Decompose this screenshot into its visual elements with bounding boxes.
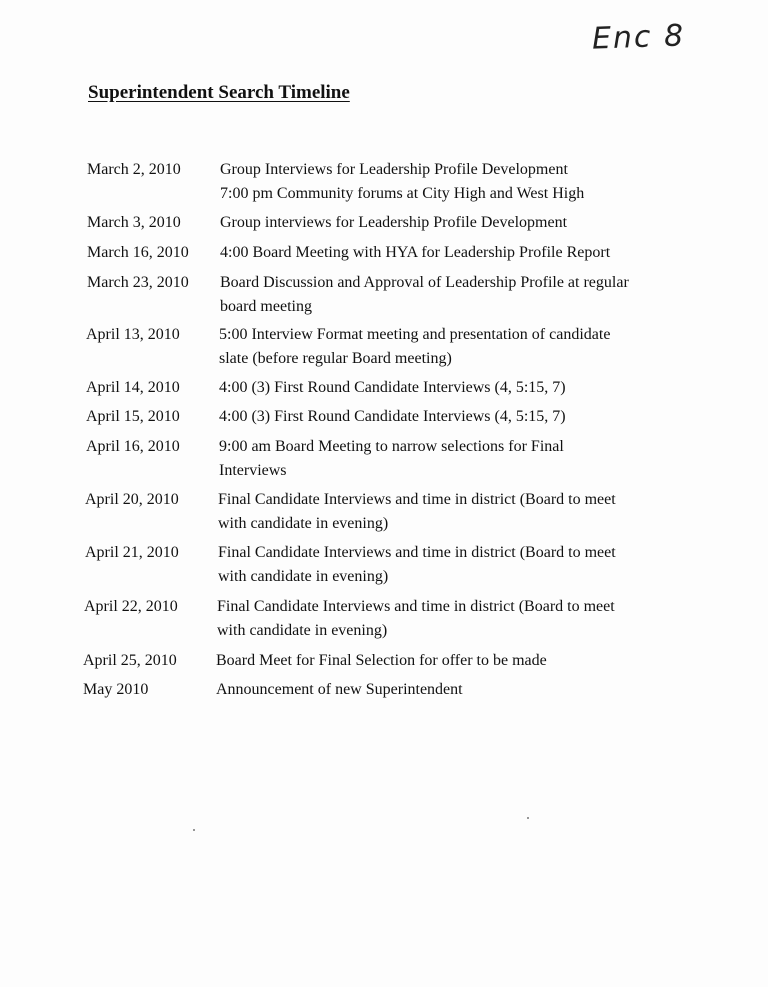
entry-line: 4:00 Board Meeting with HYA for Leadership Profile Report	[220, 244, 611, 261]
timeline-entry-april-16	[86, 435, 679, 483]
entry-description	[219, 405, 679, 429]
timeline-entry-march-2	[87, 158, 680, 206]
entry-description	[220, 211, 680, 235]
entry-line: Group Interviews for Leadership Profile Development	[220, 161, 568, 178]
entry-date: April 22, 2010	[84, 598, 178, 615]
entry-date: March 3, 2010	[87, 214, 181, 231]
entry-date: April 14, 2010	[86, 379, 180, 396]
timeline-entry-april-14	[86, 376, 679, 400]
entry-line: 9:00 am Board Meeting to narrow selections for Final	[219, 438, 564, 455]
entry-description	[220, 271, 680, 319]
timeline-entry-may	[83, 678, 676, 702]
timeline-entry-march-23	[87, 271, 680, 319]
timeline-entry-march-3	[87, 211, 680, 235]
entry-description	[217, 595, 677, 643]
entry-date: April 25, 2010	[83, 652, 177, 669]
entry-date: May 2010	[83, 681, 149, 698]
entry-date: April 21, 2010	[85, 544, 179, 561]
entry-date: April 16, 2010	[86, 438, 180, 455]
timeline-entry-april-21	[85, 541, 678, 589]
entry-date: April 15, 2010	[86, 408, 180, 425]
entry-description	[219, 435, 679, 483]
entry-line: with candidate in evening)	[218, 568, 389, 585]
entry-line: 4:00 (3) First Round Candidate Interviews (4, 5:15, 7)	[219, 408, 566, 425]
entry-description	[216, 678, 676, 702]
entry-description	[220, 241, 680, 265]
timeline-entry-april-13	[86, 323, 679, 371]
entry-description	[219, 376, 679, 400]
entry-line: 7:00 pm Community forums at City High and West High	[220, 185, 585, 202]
entry-line: Interviews	[219, 462, 287, 479]
scan-speck	[193, 829, 195, 831]
entry-description	[216, 649, 676, 673]
timeline-entry-march-16	[87, 241, 680, 265]
timeline-entry-april-22	[84, 595, 677, 643]
entry-date: April 13, 2010	[86, 326, 180, 343]
entry-line: Announcement of new Superintendent	[216, 681, 463, 698]
entry-date: April 20, 2010	[85, 491, 179, 508]
entry-line: 4:00 (3) First Round Candidate Interviews (4, 5:15, 7)	[219, 379, 566, 396]
entry-line: Board Meet for Final Selection for offer to be made	[216, 652, 547, 669]
entry-description	[219, 323, 679, 371]
entry-line: Board Discussion and Approval of Leadership Profile at regular	[220, 274, 629, 291]
entry-date: March 23, 2010	[87, 274, 189, 291]
entry-description	[220, 158, 680, 206]
entry-line: Group interviews for Leadership Profile Development	[220, 214, 568, 231]
page-title: Superintendent Search Timeline	[88, 82, 350, 103]
entry-date: March 16, 2010	[87, 244, 189, 261]
entry-line: with candidate in evening)	[217, 622, 388, 639]
entry-line: Final Candidate Interviews and time in district (Board to meet	[218, 491, 616, 508]
entry-description	[218, 488, 678, 536]
entry-description	[218, 541, 678, 589]
entry-line: slate (before regular Board meeting)	[219, 350, 452, 367]
entry-line: board meeting	[220, 298, 312, 315]
timeline-entry-april-20	[85, 488, 678, 536]
scan-speck	[527, 817, 529, 819]
entry-line: with candidate in evening)	[218, 515, 389, 532]
enclosure-mark: Enc 8	[591, 18, 686, 57]
timeline-entry-april-15	[86, 405, 679, 429]
entry-line: 5:00 Interview Format meeting and presentation of candidate	[219, 326, 611, 343]
entry-date: March 2, 2010	[87, 161, 181, 178]
entry-line: Final Candidate Interviews and time in district (Board to meet	[218, 544, 616, 561]
entry-line: Final Candidate Interviews and time in district (Board to meet	[217, 598, 615, 615]
timeline-entry-april-25	[83, 649, 676, 673]
